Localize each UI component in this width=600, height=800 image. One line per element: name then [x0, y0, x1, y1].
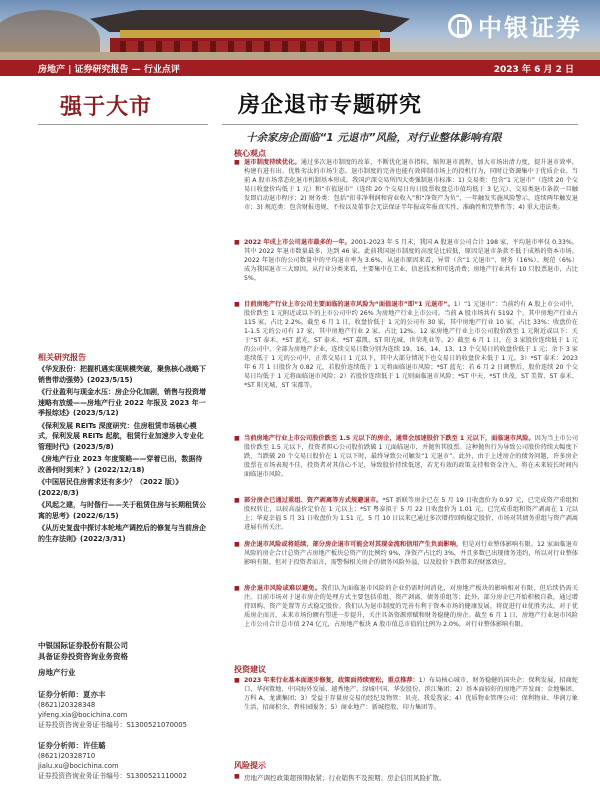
- analyst-cert: 证券投资咨询业务证书编号：S1300521110002: [38, 772, 187, 780]
- related-report-item[interactable]: 《风起之建，与时偕行——关于租赁住房与长期租赁公寓的思考》(2022/6/15): [38, 501, 206, 520]
- analyst-block: [38, 690, 208, 730]
- report-subtitle: 十余家房企面临“1 元退市”风险，对行业整体影响有限: [246, 132, 502, 144]
- report-title: 房企退市专题研究: [238, 93, 423, 118]
- banner-roof: [90, 10, 410, 32]
- industry-rating: 强于大市: [60, 95, 153, 120]
- sector-name: 房地产行业: [38, 668, 76, 677]
- core-view-paragraph: ■ 房企退市风险或将延续，部分房企退市可能会对其现金流和信用产生负面影响，但是对行业整体影响有限。12 家面临退市风险的房企合计总资产占房地产板块总资产的比例约 9%，净资产占比约 3%，并且多数已出现债务违约，所以对行业整体影响有限。但对于投资者而言，需警惕相关房企的债务风险外溢，以及股价下跌带来的财富效应。: [234, 540, 578, 580]
- banner-ground: [0, 52, 600, 60]
- related-report-item[interactable]: 《房地产行业 2023 年度策略——穿着已出，数据待改善何时到来？》(2022/12/18): [38, 455, 203, 474]
- investment-paragraph: ■ 2023 年来行业基本面逐步修复，政策面持续宽松，重点推荐：1）布局核心城市、财务稳健的国央企：保利发展、招商蛇口、华润置地、中国海外发展、越秀地产、绿城中国、华发股份、滨江集团；2）基本面较好的房地产开发商：金地集团、万科 A、龙湖集团；3）受益于存量房交易的经纪及物管：贝壳、我爱我家；4）优质物业管理公司：保利物业、华润万象生活、招商积余、碧桂园服务；5）商业地产：新城控股、印力集团等。: [234, 676, 578, 752]
- brand-name: 中银证券: [478, 13, 582, 42]
- core-view-paragraph: ■ 目前房地产行业上市公司主要面临的退市风险为“面值退市”即“1 元退市”。1）“1 元退市”：当前约有 A 股上市公司中，股价跌至 1 元附近或以下的上市公司中约 26% 为房地产行业上市公司。当前 A 股市场共有 5192 个，其中房地产行业占 115 家，占比 2.2%。截至 6 月 1 日，收盘价低于 1 元的公司有 30 家，其中房地产行业 10 家，占比 33%；收盘价在 1-1.5 元的公司有 17 家，其中房地产行业 2 家，占比 12%。12 家房地产行业上市公司股价跌至 1 元附近或以下：关于“ST 泰禾、*ST 蓝光、ST 泰禾、*ST 嘉凯、ST 阳光城、世荣兆业等。2）截至 6 月 1 日，在 3 家股价连续低于 1 元的公司中，全部为房地产企业，连续交易日数分别为连续 19、16、14、13、13 个交易日的收盘价低于 1 元；余下 3 家连续低于 1 元的公司中，正常交易日 1 元以下，其中大部分情况下也交易日的收盘价未低于 1 元。3）*ST 泰禾：2023 年 6 月 1 日股价为 0.82 元，若股价连续低于 1 元将面临退市风险；*ST 蓝光：若 6 月 2 日调整后，股价连续 20 个交易日均低于 1 元将面临退市风险；2）若股价连续低于 1 元则面临退市风险；*ST 中天、*ST 世茂、ST 美置、ST 泰禾、*ST 阳光城、ST 宋都等。: [234, 300, 578, 430]
- investment-heading: 投资建议: [234, 665, 266, 674]
- analyst-email[interactable]: yifeng.xia@bocichina.com: [38, 711, 128, 719]
- analyst-block: [38, 741, 208, 781]
- core-view-paragraph: ■ 部分房企已通过重组、资产剥离等方式规避退市。*ST 新联等房企已在 5 月 19 日收盘价为 0.97 元，已完成资产重组和股权转让，以较高溢价定价在 1 元以上；*ST 粤泰拟于 5 月 22 日收盘价为 1.01 元，已完成重组和资产剥离在 1 元以上；华夏幸福 5 月 31 日收盘价为 1.51 元，5 月 10 日以来已通过多次增持回购稳定股价，市场对其债务重组与资产剥离进展有所关注。: [234, 496, 578, 536]
- core-view-paragraph: ■ 退市制度持续优化。通过多次退市制度的改革，不断优化退市指标，缩短退市流程，加大市场出清力度，提升退市效率，构建有进有出、优胜劣汰的市场生态。退市制度的完善也能有效抑制市场上的投机行为，同时让资源集中于优质企业。当前 A 股市场常态化退市机制基本形成。我国沪深交易所四大类强制退市标准：1) 交易类：包含“1 元退市”（连续 20 个交易日收盘价均低于 1 元）和“市值退市”（连续 20 个交易日每日股票收盘总市值均低于 3 亿元）、交易类退市条款一旦触发即启动退市程序；2) 财务类：包括“扣非净利润和营业收入”和“净资产为负”，一年触发实施风险警示，连续两年触发退市；3) 规范类：包含财报违规、不按以及董事会无法保证半年报或年报真实性、准确性和完整性等；4) 重大违法类。: [234, 158, 578, 234]
- org-license: 具备证券投资咨询业务资格: [38, 652, 128, 661]
- core-view-paragraph: ■ 当前房地产行业上市公司股价跌至 1.5 元以下的房企，通常会加速股价下跌至 1 元以下，面临退市风险。因为当上市公司股价跌至 1.5 元以下，投资者担心公司股价跌破 1 元面临退市，并抛售其股票。这种抛售行为导致公司股价持续大幅度下跌，当跌破 20 个交易日股价在 1 元以下时，最终导致公司触发“1 元退市”。此外，由于上述房企的债务问题，许多房企股票在市场表现不佳，投资者对其信心不足，导致股价持续低迷，若无有效的政策支持和资金注入，将在未来较长时间内面临退市风险。: [234, 434, 578, 492]
- category-bar: [0, 60, 600, 76]
- bank-logo-icon: [448, 14, 472, 38]
- analyst-phone: (8621)20328348: [38, 701, 96, 709]
- related-reports-heading: 相关研究报告: [38, 353, 86, 362]
- report-date: 2023 年 6 月 2 日: [493, 64, 574, 75]
- report-category: 房地产 | 证券研究报告 — 行业点评: [38, 64, 180, 75]
- related-report-item[interactable]: 《从历史复盘中探讨本轮地产调控后的修复与当前房企的生存法则》(2022/3/31): [38, 524, 206, 543]
- rating-divider: [38, 124, 208, 125]
- brand-logo: [448, 8, 582, 43]
- header-banner: [0, 0, 600, 60]
- core-view-paragraph: ■ 房企退市风险或难以避免。我们认为面临退市风险的企业仍需时间消化，对房地产板块的影响相对有限，但后续仍需关注。目前市场对于退市房企的处理方式主要包括重组、资产剥离、债务重组等；此外，部分房企已开始积极自救，通过增持回购、资产处置等方式稳定股价。我们认为退市制度的完善有利于资本市场的健康发展，将促进行业优胜劣汰，对于优质房企而言，未来市场份额有望进一步提升，关注具备资源禀赋和财务稳健的房企。截至 6 月 1 日，房地产行业退市风险上市公司合计总市值 274 亿元，占房地产板块 A 股市值总市值的比例为 2.0%，对行业整体影响有限。: [234, 584, 578, 660]
- analyst-name: 证券分析师：夏亦丰: [38, 690, 106, 699]
- analyst-name: 证券分析师：许佳璐: [38, 741, 106, 750]
- related-reports-list: [38, 364, 208, 546]
- related-report-item[interactable]: 《保利发展 REITs 深度研究：住房租赁市场核心模式，保利发展 REITs 起航，租赁行业加速步入专业化管理时代》(2023/5/8): [38, 421, 204, 451]
- risk-heading: 风险提示: [234, 761, 266, 770]
- org-name: 中银国际证券股份有限公司: [38, 641, 128, 650]
- analyst-cert: 证券投资咨询业务证书编号：S1300521070005: [38, 721, 187, 729]
- related-report-item[interactable]: 《华发股份：把握机遇实现规模突破，聚焦核心战略下销售带动强势》(2023/5/15): [38, 365, 206, 384]
- related-report-item[interactable]: 《中国居民住房需求还有多少？（2022 版）》(2022/8/3): [38, 478, 183, 497]
- core-view-heading: 核心观点: [234, 149, 266, 158]
- analyst-phone: (8621)20328710: [38, 752, 96, 760]
- risk-item: ■ 房地产调控政策超预期收紧；行业销售不及预期；房企信用风险扩散。: [234, 773, 446, 782]
- related-report-item[interactable]: 《行业盈利与现金水压：房企分化加剧，销售与投资增速略有放缓——房地产行业 2022 年报及 2023 年一季报综述》(2023/5/12): [38, 388, 206, 417]
- title-divider: [222, 124, 578, 125]
- analyst-email[interactable]: jialu.xu@bocichina.com: [38, 762, 119, 770]
- core-view-paragraph: ■ 2022 年成上市公司退市最多的一年。2001-2023 年 5 月末，我国 A 股退市公司合计 198 家，平均退市率仅 0.33%。其中 2022 年退市数量最多，达到 46 家。此前我国退市制度的高度是比较低，原因是退市条款不低于成熟的资本市场。2022 年退市的公司数量中的平均退市率为 3.6%，从退市原因来看，异常（含“1 元退市”、财务（16%）、规范（6%）成为我国退市三大原因，从行业分类来看，主要集中在工业、信息技术和可选消费；房地产行业共有 10 只股票退市，占比 5%。: [234, 238, 578, 296]
- org-info: [38, 640, 208, 662]
